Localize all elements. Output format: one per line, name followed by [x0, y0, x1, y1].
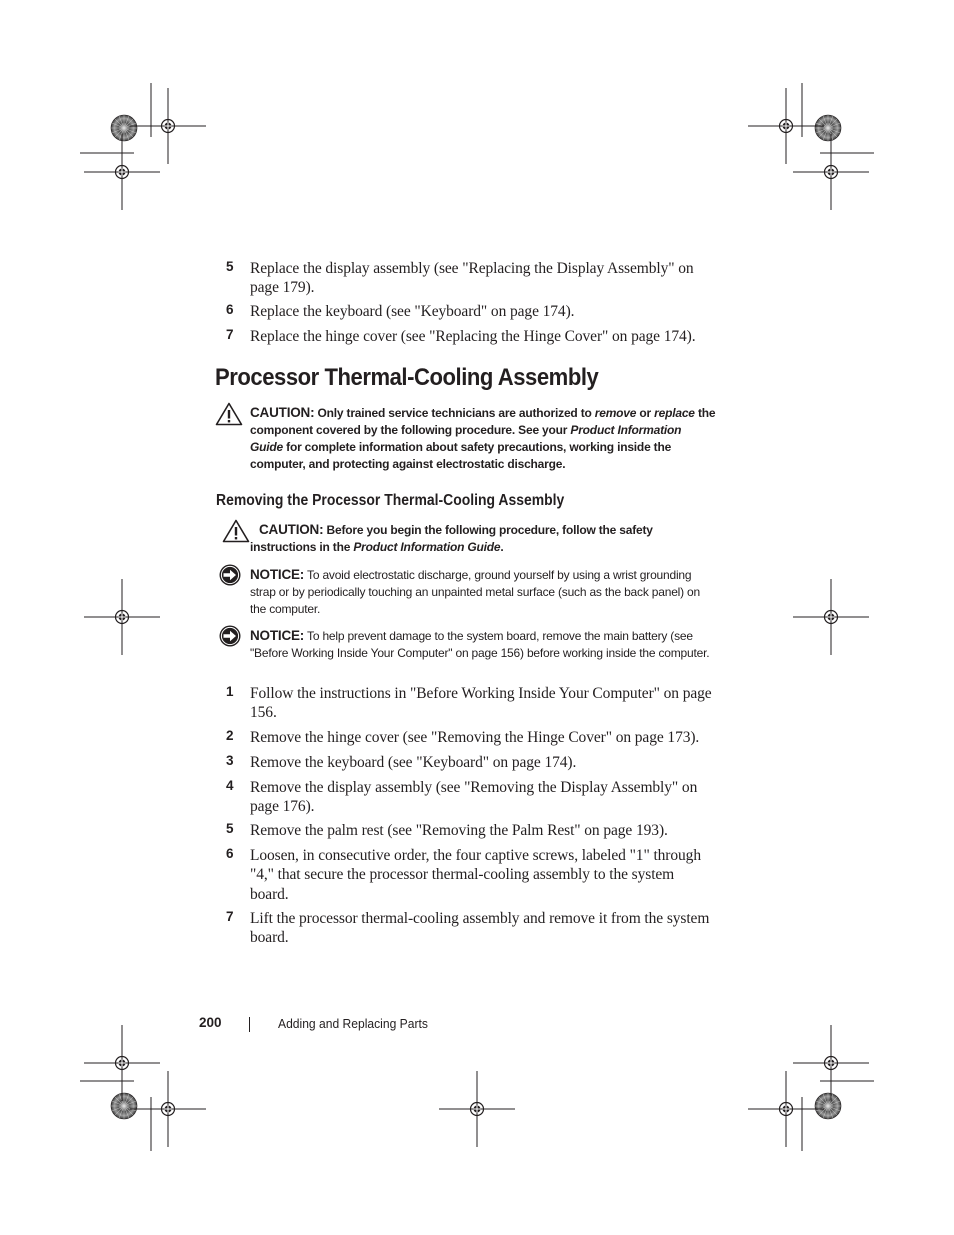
list-item [226, 684, 716, 723]
list-item [226, 753, 716, 772]
caution-label: CAUTION: [259, 522, 324, 537]
caution-note [250, 404, 716, 473]
step-number: 6 [226, 846, 234, 861]
step-text: Loosen, in consecutive order, the four captive screws, labeled "1" through "4," that secure the processor thermal-cooling assembly to the system board. [250, 847, 701, 903]
step-text: Remove the palm rest (see "Removing the Palm Rest" on page 193). [250, 822, 668, 839]
step-text: Remove the hinge cover (see "Removing the Hinge Cover" on page 173). [250, 729, 700, 746]
step-text: Remove the display assembly (see "Removing the Display Assembly" on page 176). [250, 779, 698, 816]
list-item [226, 302, 716, 321]
step-number: 5 [226, 821, 234, 836]
step-text: Lift the processor thermal-cooling assembly and remove it from the system board. [250, 910, 710, 947]
step-text: Replace the display assembly (see "Replacing the Display Assembly" on page 179). [250, 260, 694, 297]
list-item [226, 327, 716, 346]
list-item [226, 909, 716, 948]
list-item [226, 259, 716, 298]
caution-text: or [639, 406, 652, 420]
step-text: Replace the hinge cover (see "Replacing the Hinge Cover" on page 174). [250, 328, 696, 345]
notice-arrow-icon [218, 624, 242, 648]
caution-label: CAUTION: [250, 405, 315, 420]
notice-label: NOTICE: [250, 567, 305, 582]
caution-emphasis: remove [594, 406, 637, 420]
notice-note [250, 627, 716, 662]
caution-emphasis: replace [654, 406, 695, 420]
step-number: 4 [226, 778, 234, 793]
chapter-title: Adding and Replacing Parts [278, 1016, 428, 1031]
notice-label: NOTICE: [250, 628, 305, 643]
step-number: 3 [226, 753, 234, 768]
list-item [226, 846, 716, 904]
step-text: Follow the instructions in "Before Working Inside Your Computer" on page 156. [250, 685, 712, 722]
caution-note [250, 521, 716, 556]
page-number: 200 [199, 1015, 222, 1030]
caution-text: the component covered by the following procedure. See your [250, 406, 716, 437]
footer-divider [249, 1017, 250, 1032]
caution-text: for complete information about safety precautions, working inside the computer, and protecting against electrostatic discharge. [250, 440, 672, 471]
notice-text: To avoid electrostatic discharge, ground yourself by using a wrist grounding strap or by periodically touching an unpainted metal surface (such as the back panel) on the computer. [250, 568, 701, 616]
notice-arrow-icon [218, 563, 242, 587]
step-number: 2 [226, 728, 234, 743]
notice-note [250, 566, 716, 618]
list-item [226, 821, 716, 840]
caution-triangle-icon [222, 519, 250, 543]
caution-triangle-icon [215, 402, 243, 426]
step-number: 7 [226, 909, 234, 924]
list-item [226, 728, 716, 747]
caution-emphasis: Product Information Guide [250, 423, 682, 454]
step-number: 5 [226, 259, 234, 274]
caution-text: Before you begin the following procedure, follow the safety instructions in the [250, 523, 653, 554]
step-number: 1 [226, 684, 234, 699]
section-title: Processor Thermal-Cooling Assembly [215, 364, 599, 391]
step-number: 7 [226, 327, 234, 342]
step-text: Replace the keyboard (see "Keyboard" on page 174). [250, 303, 575, 320]
step-number: 6 [226, 302, 234, 317]
notice-text: To help prevent damage to the system board, remove the main battery (see "Before Working Inside Your Computer" on page 156) before working inside the computer. [250, 629, 710, 660]
subsection-title: Removing the Processor Thermal-Cooling Assembly [216, 492, 565, 509]
caution-text: . [500, 540, 504, 554]
step-text: Remove the keyboard (see "Keyboard" on page 174). [250, 754, 577, 771]
caution-text: Only trained service technicians are authorized to [317, 406, 592, 420]
caution-emphasis: Product Information Guide [353, 540, 501, 554]
list-item [226, 778, 716, 817]
